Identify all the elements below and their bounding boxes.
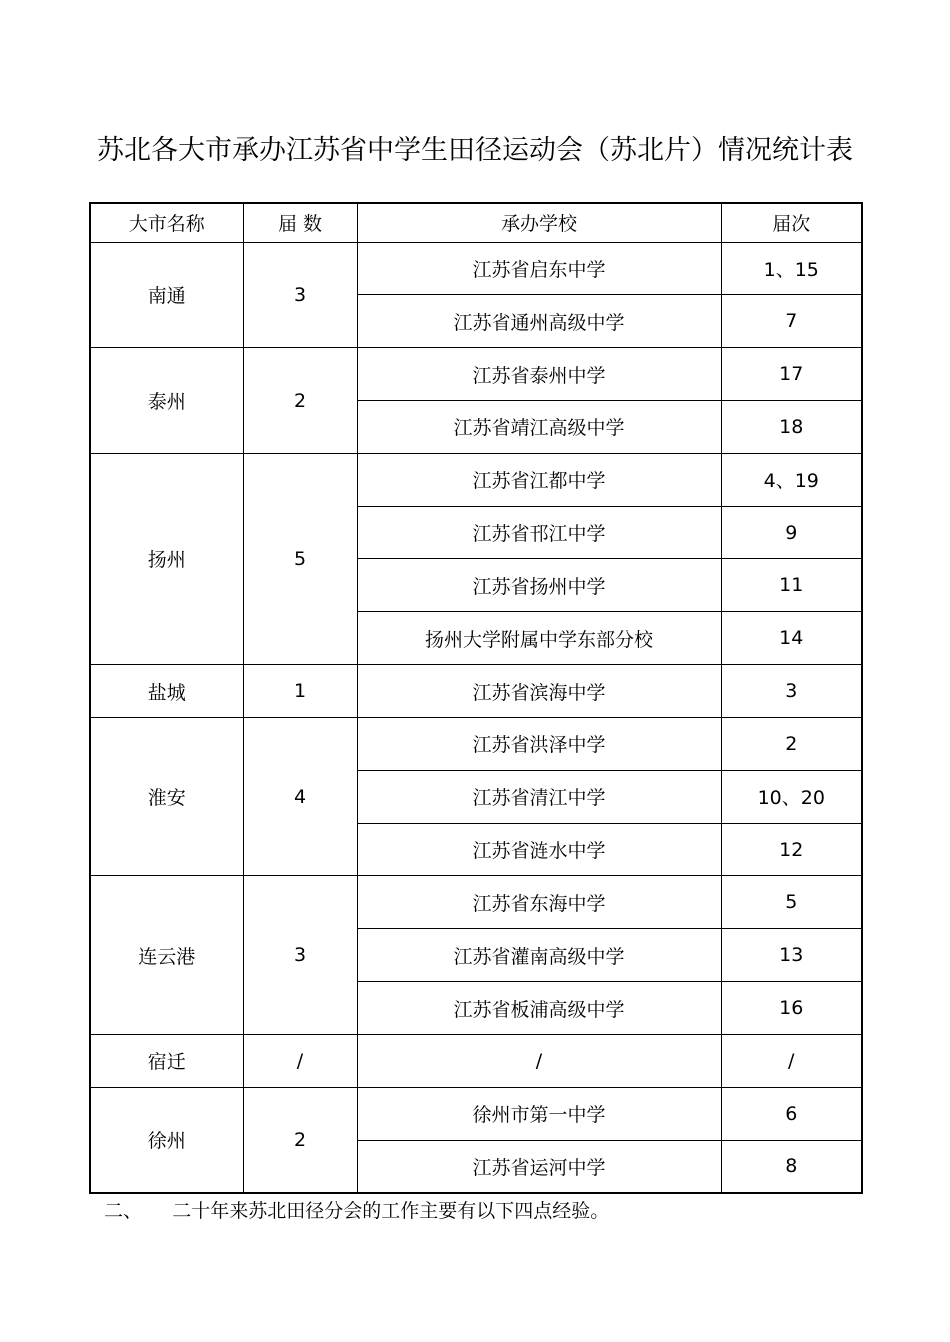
session-number-cell: 12 (721, 823, 862, 876)
header-school: 承办学校 (357, 203, 721, 242)
session-number-cell: 13 (721, 929, 862, 982)
session-number-cell: 5 (721, 876, 862, 929)
footer-paragraph (104, 1196, 609, 1223)
section-text: 二十年来苏北田径分会的工作主要有以下四点经验。 (172, 1200, 610, 1222)
host-school-cell: 江苏省东海中学 (357, 876, 721, 929)
session-number-cell: 11 (721, 559, 862, 612)
host-school-cell: 扬州大学附属中学东部分校 (357, 612, 721, 665)
table-row (90, 453, 862, 506)
host-count-cell: 2 (243, 348, 357, 454)
session-number-cell: 6 (721, 1087, 862, 1140)
session-number-cell: 18 (721, 401, 862, 454)
table-row (90, 665, 862, 718)
session-number-cell: 14 (721, 612, 862, 665)
session-number-cell: 7 (721, 295, 862, 348)
city-name-cell: 南通 (90, 242, 243, 348)
session-number-cell: / (721, 1034, 862, 1087)
city-name-cell: 盐城 (90, 665, 243, 718)
hosting-statistics-table (89, 202, 863, 1194)
host-school-cell: 江苏省洪泽中学 (357, 717, 721, 770)
document-title: 苏北各大市承办江苏省中学生田径运动会（苏北片）情况统计表 (97, 135, 853, 166)
city-name-cell: 泰州 (90, 348, 243, 454)
host-count-cell: 3 (243, 876, 357, 1034)
host-count-cell: 3 (243, 242, 357, 348)
session-number-cell: 3 (721, 665, 862, 718)
session-number-cell: 2 (721, 717, 862, 770)
host-school-cell: 江苏省靖江高级中学 (357, 401, 721, 454)
city-name-cell: 徐州 (90, 1087, 243, 1193)
session-number-cell: 17 (721, 348, 862, 401)
table-row (90, 717, 862, 770)
city-name-cell: 淮安 (90, 717, 243, 875)
city-name-cell: 连云港 (90, 876, 243, 1034)
host-school-cell: / (357, 1034, 721, 1087)
host-school-cell: 江苏省启东中学 (357, 242, 721, 295)
header-count: 届 数 (243, 203, 357, 242)
host-school-cell: 江苏省泰州中学 (357, 348, 721, 401)
header-sessions: 届次 (721, 203, 862, 242)
header-city: 大市名称 (90, 203, 243, 242)
session-number-cell: 8 (721, 1140, 862, 1193)
host-school-cell: 江苏省灌南高级中学 (357, 929, 721, 982)
session-number-cell: 1、15 (721, 242, 862, 295)
host-school-cell: 江苏省通州高级中学 (357, 295, 721, 348)
table-header-row (90, 203, 862, 242)
host-school-cell: 江苏省扬州中学 (357, 559, 721, 612)
host-count-cell: 2 (243, 1087, 357, 1193)
table-row (90, 1034, 862, 1087)
session-number-cell: 4、19 (721, 453, 862, 506)
table-row (90, 876, 862, 929)
session-number-cell: 10、20 (721, 770, 862, 823)
host-count-cell: 4 (243, 717, 357, 875)
host-count-cell: 1 (243, 665, 357, 718)
host-school-cell: 江苏省滨海中学 (357, 665, 721, 718)
host-school-cell: 江苏省涟水中学 (357, 823, 721, 876)
table-row (90, 1087, 862, 1140)
table-row (90, 348, 862, 401)
host-school-cell: 江苏省清江中学 (357, 770, 721, 823)
city-name-cell: 扬州 (90, 453, 243, 664)
table-row (90, 242, 862, 295)
section-number: 二、 (104, 1200, 143, 1222)
host-count-cell: 5 (243, 453, 357, 664)
host-count-cell: / (243, 1034, 357, 1087)
host-school-cell: 江苏省运河中学 (357, 1140, 721, 1193)
host-school-cell: 徐州市第一中学 (357, 1087, 721, 1140)
city-name-cell: 宿迁 (90, 1034, 243, 1087)
host-school-cell: 江苏省邗江中学 (357, 506, 721, 559)
host-school-cell: 江苏省江都中学 (357, 453, 721, 506)
session-number-cell: 9 (721, 506, 862, 559)
host-school-cell: 江苏省板浦高级中学 (357, 982, 721, 1035)
session-number-cell: 16 (721, 982, 862, 1035)
